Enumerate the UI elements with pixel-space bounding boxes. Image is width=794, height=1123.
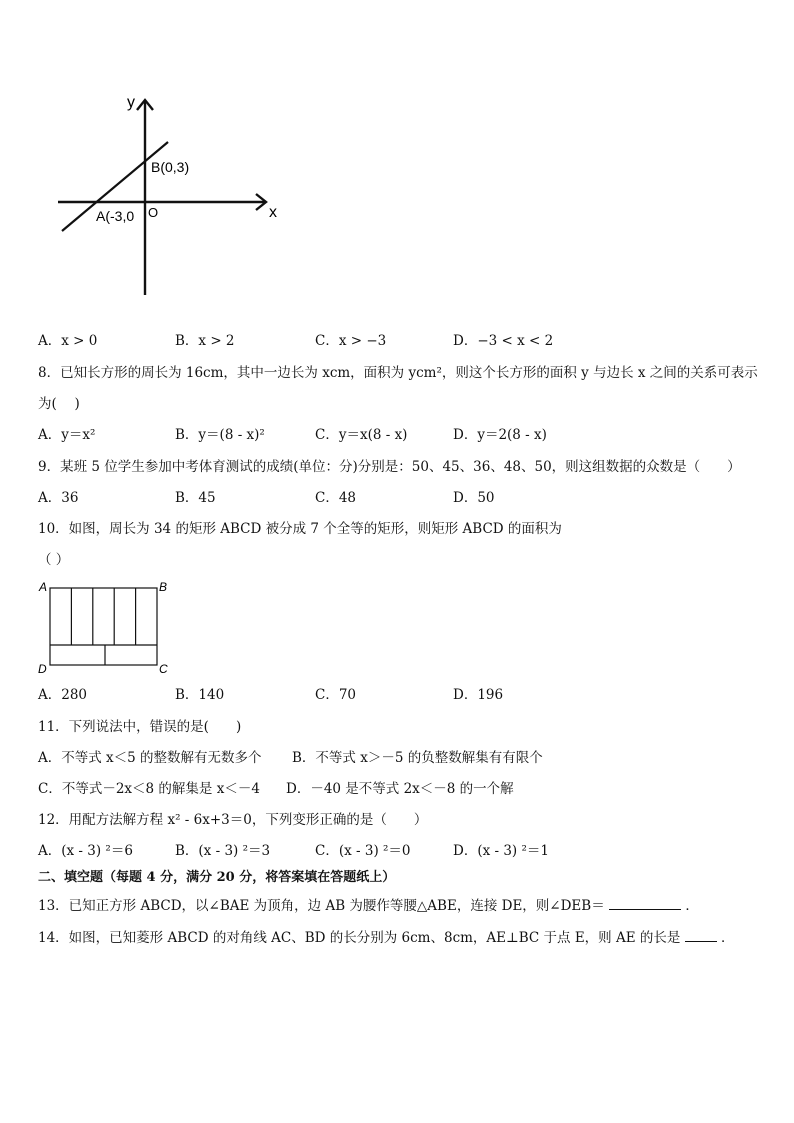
q14-answer-blank[interactable] (685, 927, 717, 942)
point-a-label: A(-3,0 (96, 208, 135, 224)
vertex-c-label: C (159, 662, 168, 676)
q14-end: ． (720, 930, 735, 946)
q9-option-b[interactable]: B．45 (175, 490, 216, 506)
y-axis-label: y (127, 94, 135, 111)
section-2-heading: 二、填空题（每题 4 分，满分 20 分，将答案填在答题纸上） (38, 870, 396, 885)
q8-stem: 8．已知长方形的周长为 16cm，其中一边长为 xcm，面积为 ycm²，则这个长方形的面积 y 与边长 x 之间的关系可表示 (38, 365, 758, 381)
q14-text: 14．如图，已知菱形 ABCD 的对角线 AC、BD 的长分别为 6cm、8cm，AE⊥BC 于点 E，则 AE 的长是 (38, 930, 681, 946)
q14-line (38, 927, 734, 947)
vertex-d-label: D (38, 662, 47, 676)
q8-option-d[interactable]: D．y＝2(8 - x) (453, 427, 547, 443)
q10-option-b[interactable]: B．140 (175, 687, 225, 703)
q7-option-a[interactable]: A．x > 0 (38, 333, 98, 349)
q11-option-d[interactable]: D．－40 是不等式 2x＜－8 的一个解 (286, 781, 514, 797)
q11-option-b[interactable]: B．不等式 x＞－5 的负整数解集有有限个 (292, 750, 543, 766)
q7-option-c[interactable]: C．x > −3 (315, 333, 387, 349)
q11-option-a[interactable]: A．不等式 x＜5 的整数解有无数多个 (38, 750, 262, 766)
q12-option-d[interactable]: D．(x - 3) ²＝1 (453, 843, 549, 859)
q9-option-a[interactable]: A．36 (38, 490, 79, 506)
q12-option-a[interactable]: A．(x - 3) ²＝6 (38, 843, 133, 859)
q7-option-b[interactable]: B．x > 2 (175, 333, 235, 349)
q12-stem: 12．用配方法解方程 x² - 6x+3＝0，下列变形正确的是（ ） (38, 812, 428, 828)
vertex-a-label: A (39, 580, 48, 594)
q10-option-c[interactable]: C．70 (315, 687, 357, 703)
rectangle-abcd (50, 588, 157, 665)
q7-option-d[interactable]: D．−3 < x < 2 (453, 333, 554, 349)
q13-answer-blank[interactable] (609, 895, 681, 910)
q12-option-c[interactable]: C．(x - 3) ²＝0 (315, 843, 411, 859)
q12-option-b[interactable]: B．(x - 3) ²＝3 (175, 843, 271, 859)
q11-option-c[interactable]: C．不等式－2x＜8 的解集是 x＜－4 (38, 781, 260, 797)
q9-option-c[interactable]: C．48 (315, 490, 357, 506)
q13-line (38, 895, 699, 915)
q8-option-c[interactable]: C．y＝x(8 - x) (315, 427, 408, 443)
coordinate-graph (50, 88, 290, 303)
q9-stem: 9．某班 5 位学生参加中考体育测试的成绩(单位：分)分别是：50、45、36、48、50，则这组数据的众数是（ ） (38, 459, 741, 475)
q11-stem: 11．下列说法中，错误的是( ) (38, 719, 242, 735)
x-axis-label: x (269, 204, 277, 221)
q10-option-d[interactable]: D．196 (453, 687, 504, 703)
q8-stem-cont: 为( ) (38, 396, 80, 412)
q13-text: 13．已知正方形 ABCD，以∠BAE 为顶角，边 AB 为腰作等腰△ABE，连接 DE，则∠DEB＝ (38, 898, 605, 914)
q8-option-b[interactable]: B．y＝(8 - x)² (175, 427, 265, 443)
q10-stem-cont: （ ） (38, 552, 70, 568)
q8-option-a[interactable]: A．y＝x² (38, 427, 96, 443)
vertex-b-label: B (159, 580, 168, 594)
q13-end: ． (685, 898, 699, 914)
q10-stem: 10．如图，周长为 34 的矩形 ABCD 被分成 7 个全等的矩形，则矩形 ABCD 的面积为 (38, 521, 562, 537)
rectangle-figure (36, 578, 176, 678)
point-b-label: B(0,3) (151, 159, 190, 175)
q9-option-d[interactable]: D．50 (453, 490, 495, 506)
q10-option-a[interactable]: A．280 (38, 687, 88, 703)
origin-label: O (148, 205, 159, 220)
